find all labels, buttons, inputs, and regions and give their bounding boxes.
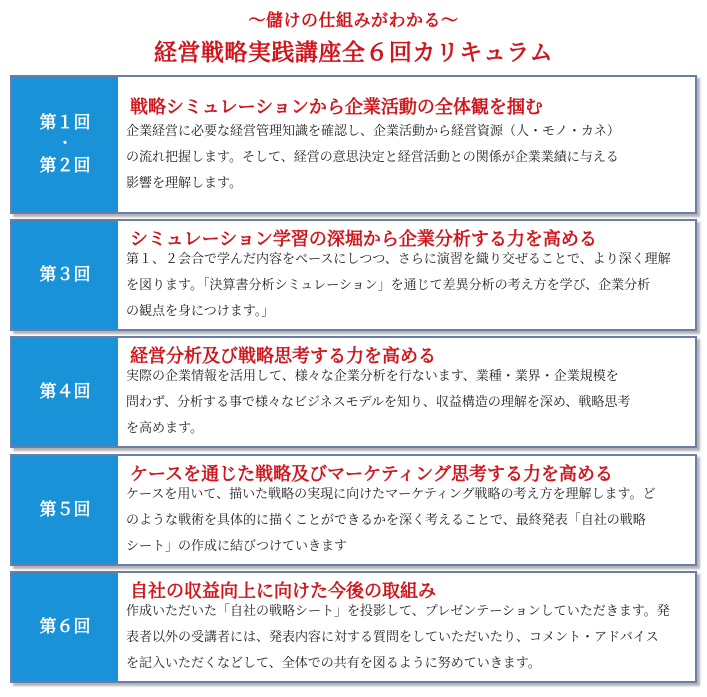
session-description [126,599,689,677]
description-line: 作成いただいた「自社の戦略シート」を投影して、プレゼンテーションしていただきます。発 [126,604,670,619]
description-line: 問わず、分析する事で様々なビジネスモデルを知り、収益構造の理解を深め、戦略思考 [126,395,631,410]
session-separator: ・ [58,136,72,153]
description-line: 実際の企業情報を活用して、様々な企業分析を行ないます、業種・業界・企業規模を [126,369,619,384]
session-description [126,482,689,560]
session-content [118,77,695,212]
session-heading: シミュレーション学習の深堀から企業分析する力を高める [130,229,597,250]
session-heading: 自社の収益向上に向けた今後の取組み [130,581,436,602]
session-badge [12,77,118,212]
session-number: 第５回 [39,499,91,520]
session-content [118,573,695,681]
session-description [126,119,689,197]
session-heading: 経営分析及び戦略思考する力を高める [130,346,436,367]
session-badge [12,221,118,329]
description-line: 企業経営に必要な経営管理知識を確認し、企業活動から経営資源（人・モノ・カネ） [126,124,620,139]
session-content [118,338,695,446]
description-line: 第１、２会合で学んだ内容をベースにしつつ、さらに演習を織り交ぜることで、より深く理解 [126,252,671,267]
session-card-3 [10,219,697,331]
session-content [118,456,695,564]
description-line: を記入いただくなどして、全体での共有を図るように努めていきます。 [126,656,541,671]
session-heading: 戦略シミュレーションから企業活動の全体観を掴む [130,97,543,118]
description-line: を高めます。 [126,421,203,436]
description-line: を図ります。「決算書分析シミュレーション」を通じて差異分析の考え方を学び、企業分析 [126,278,651,293]
session-card-1-2 [10,75,697,214]
session-content [118,221,695,329]
session-description [126,364,689,442]
session-card-6 [10,571,697,683]
page-title: 経営戦略実践講座全６回カリキュラム [153,40,554,66]
description-line: の流れ把握します。そして、経営の意思決定と経営活動との関係が企業業績に与える [126,150,619,165]
session-number: 第６回 [39,616,91,637]
session-card-5 [10,454,697,566]
session-description [126,247,689,325]
session-number: 第３回 [39,264,91,285]
session-badge [12,456,118,564]
description-line: シート」の作成に結びつけていきます [126,539,348,554]
session-badge [12,338,118,446]
page-subtitle: ～儲けの仕組みがわかる～ [248,11,459,31]
description-line: 影響を理解します。 [126,176,242,191]
session-number: 第４回 [39,381,91,402]
description-line: の観点を身につけます。」 [126,304,275,319]
description-line: 表者以外の受講者には、発表内容に対する質問をしていただいたり、コメント・アドバイス [126,630,659,645]
session-heading: ケースを通じた戦略及びマーケティング思考する力を高める [130,464,613,485]
session-number: 第２回 [39,155,91,176]
description-line: ケースを用いて、描いた戦略の実現に向けたマーケティング戦略の考え方を理解します。ど [126,487,656,502]
description-line: のような戦術を具体的に描くことができるかを深く考えることで、最終発表「自社の戦略 [126,513,646,528]
session-badge [12,573,118,681]
session-number: 第１回 [39,112,91,133]
session-card-4 [10,336,697,448]
